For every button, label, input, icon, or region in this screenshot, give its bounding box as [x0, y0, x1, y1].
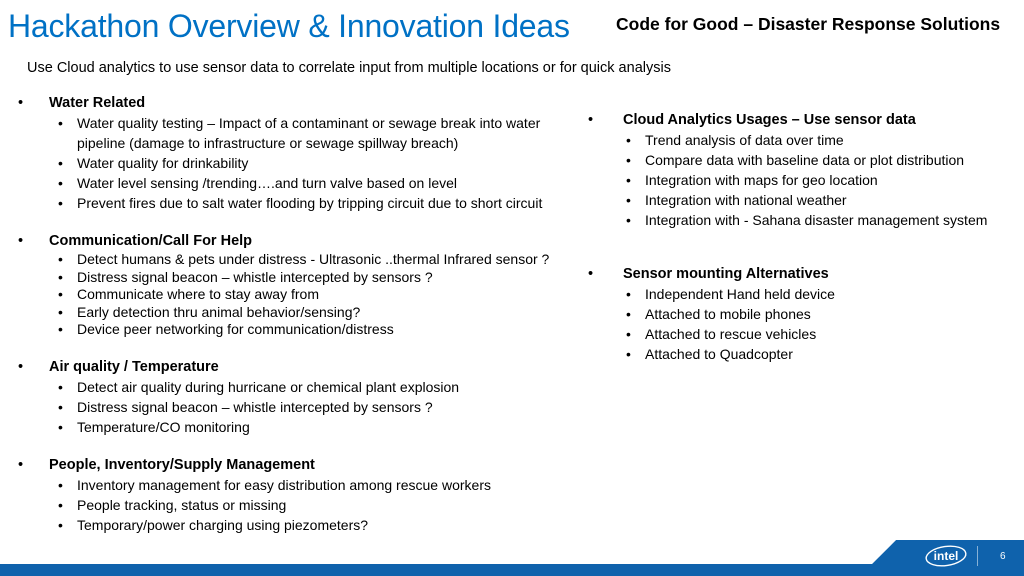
list-item: • Water quality for drinkability	[58, 153, 578, 173]
list-item: • Attached to rescue vehicles	[626, 324, 1008, 344]
right-column	[588, 110, 1008, 364]
section-people-inventory	[18, 455, 578, 535]
bullet-list	[18, 377, 578, 437]
bullet-list	[18, 251, 578, 339]
footer-bar	[0, 564, 1024, 576]
section-title: Sensor mounting Alternatives	[623, 266, 829, 282]
section-title: Cloud Analytics Usages – Use sensor data	[623, 112, 916, 128]
section-title: People, Inventory/Supply Management	[49, 456, 315, 473]
list-item: • Temporary/power charging using piezometers?	[58, 515, 578, 535]
section-sensor-mounting	[588, 264, 1008, 364]
section-heading	[588, 110, 1008, 130]
section-communication	[18, 231, 578, 339]
list-item: • Distress signal beacon – whistle intercepted by sensors ?	[58, 397, 578, 417]
list-item: • Communicate where to stay away from	[58, 286, 578, 304]
bullet-icon: •	[588, 112, 594, 128]
intel-logo-icon	[924, 544, 968, 568]
bullet-list	[18, 113, 578, 213]
section-cloud-analytics	[588, 110, 1008, 230]
list-item: • Temperature/CO monitoring	[58, 417, 578, 437]
bullet-list	[588, 130, 1008, 230]
section-heading	[18, 357, 578, 377]
slide-title: Hackathon Overview & Innovation Ideas	[8, 8, 570, 44]
list-item: • Detect humans & pets under distress - Ultrasonic ..thermal Infrared sensor ?	[58, 251, 578, 269]
list-item: • Device peer networking for communication/distress	[58, 321, 578, 339]
footer-divider	[977, 546, 978, 566]
list-item: • Integration with maps for geo location	[626, 170, 1008, 190]
slide-subtitle: Use Cloud analytics to use sensor data to correlate input from multiple locations or for quick analysis	[27, 60, 671, 76]
list-item: • Distress signal beacon – whistle intercepted by sensors ?	[58, 269, 578, 287]
list-item: • Attached to mobile phones	[626, 304, 1008, 324]
list-item: • Water quality testing – Impact of a contaminant or sewage break into water pipeline (damage to infrastructure or sewage spillway breach)	[58, 113, 578, 153]
list-item: • Integration with - Sahana disaster management system	[626, 210, 1008, 230]
section-title: Communication/Call For Help	[49, 233, 253, 249]
page-number: 6	[1000, 551, 1006, 562]
list-item: • Attached to Quadcopter	[626, 344, 1008, 364]
left-column	[18, 93, 578, 535]
list-item: • Integration with national weather	[626, 190, 1008, 210]
list-item: • Water level sensing /trending….and turn valve based on level	[58, 173, 578, 193]
section-air-quality	[18, 357, 578, 437]
section-heading	[18, 231, 578, 251]
section-water-related	[18, 93, 578, 213]
section-title: Air quality / Temperature	[49, 358, 219, 375]
intel-logo-text: intel	[933, 549, 959, 563]
bullet-icon: •	[18, 358, 24, 375]
bullet-icon: •	[588, 266, 594, 282]
list-item: • People tracking, status or missing	[58, 495, 578, 515]
list-item: • Inventory management for easy distribution among rescue workers	[58, 475, 578, 495]
section-heading	[18, 455, 578, 475]
section-heading	[18, 93, 578, 113]
bullet-icon: •	[18, 233, 24, 249]
section-heading	[588, 264, 1008, 284]
bullet-list	[18, 475, 578, 535]
list-item: • Detect air quality during hurricane or chemical plant explosion	[58, 377, 578, 397]
bullet-list	[588, 284, 1008, 364]
bullet-icon: •	[18, 95, 24, 111]
list-item: • Prevent fires due to salt water flooding by tripping circuit due to short circuit	[58, 193, 578, 213]
section-title: Water Related	[49, 95, 146, 111]
list-item: • Compare data with baseline data or plot distribution	[626, 150, 1008, 170]
bullet-icon: •	[18, 456, 24, 473]
slide-heading: Code for Good – Disaster Response Solutions	[616, 14, 1001, 34]
list-item: • Early detection thru animal behavior/sensing?	[58, 304, 578, 322]
list-item: • Independent Hand held device	[626, 284, 1008, 304]
list-item: • Trend analysis of data over time	[626, 130, 1008, 150]
